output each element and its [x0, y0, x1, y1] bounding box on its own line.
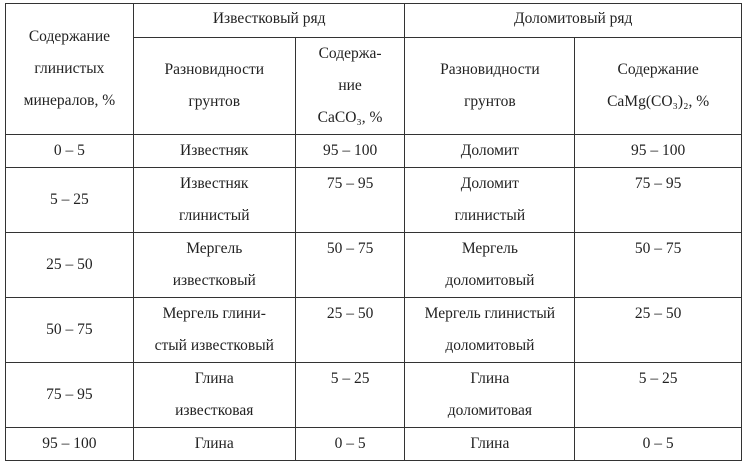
- lime-kind-text: Мергель известковый: [172, 240, 256, 289]
- camg-cell: 0 – 5: [575, 428, 742, 461]
- dolomite-kind-text: Доломит глинистый: [454, 175, 526, 224]
- lime-kind-text: Известняк глинистый: [178, 175, 250, 224]
- dolomite-kind-cell: [405, 168, 575, 233]
- lime-kind-cell: [133, 135, 295, 168]
- clay-cell: 50 – 75: [6, 298, 134, 363]
- table-row: [6, 233, 742, 298]
- lime-kind-cell: [133, 363, 295, 428]
- dolomite-kind-text: Мергель глинистый доломитовый: [424, 305, 556, 354]
- camg-cell: 95 – 100: [575, 135, 742, 168]
- clay-cell: 25 – 50: [6, 233, 134, 298]
- lime-series-header: Известковый ряд: [133, 4, 405, 38]
- clay-cell: 5 – 25: [6, 168, 134, 233]
- clay-cell: 0 – 5: [6, 135, 134, 168]
- dolomite-kind-cell: [405, 363, 575, 428]
- caco3-content-header: [295, 38, 405, 135]
- soil-classification-table: [5, 3, 742, 461]
- dolomite-series-header: Доломитовый ряд: [405, 4, 742, 38]
- camg-cell: 25 – 50: [575, 298, 742, 363]
- dolomite-kind-text: Глина: [470, 435, 510, 452]
- caco3-cell: 75 – 95: [295, 168, 405, 233]
- lime-kind-cell: [133, 233, 295, 298]
- lime-kind-text: Глина: [194, 435, 234, 452]
- clay-cell: 95 – 100: [6, 428, 134, 461]
- table-row: [6, 298, 742, 363]
- lime-kind-text: Глина известковая: [175, 370, 254, 419]
- camg-cell: 50 – 75: [575, 233, 742, 298]
- camg-content-header: [575, 38, 742, 135]
- lime-kind-cell: [133, 428, 295, 461]
- caco3-cell: 95 – 100: [295, 135, 405, 168]
- camg-content-header-text: Содержание CaMg(CO₃)₂, %: [607, 61, 710, 110]
- camg-cell: 5 – 25: [575, 363, 742, 428]
- lime-soil-kinds-header: [133, 38, 295, 135]
- lime-kind-cell: [133, 168, 295, 233]
- lime-kind-cell: [133, 298, 295, 363]
- caco3-cell: 0 – 5: [295, 428, 405, 461]
- dolomite-kind-text: Глина доломитовая: [447, 370, 532, 419]
- table-row: [6, 428, 742, 461]
- dolomite-kind-text: Доломит: [460, 142, 519, 159]
- table-row: [6, 135, 742, 168]
- dolomite-kind-text: Мергель доломитовый: [445, 240, 535, 289]
- caco3-cell: 50 – 75: [295, 233, 405, 298]
- camg-cell: 75 – 95: [575, 168, 742, 233]
- lime-kind-text: Известняк: [180, 142, 249, 159]
- dolomite-soil-kinds-header: [405, 38, 575, 135]
- dolomite-kind-cell: [405, 135, 575, 168]
- lime-kind-text: Мергель глини- стый известковый: [154, 305, 274, 354]
- lime-soil-kinds-header-text: Разновидности грунтов: [164, 61, 265, 110]
- table-row: [6, 363, 742, 428]
- dolomite-kind-cell: [405, 233, 575, 298]
- caco3-cell: 25 – 50: [295, 298, 405, 363]
- table-row: [6, 168, 742, 233]
- caco3-content-header-text: Содержа- ние CaCO₃, %: [317, 45, 383, 126]
- clay-content-header: [6, 4, 134, 135]
- dolomite-soil-kinds-header-text: Разновидности грунтов: [440, 61, 540, 110]
- caco3-cell: 5 – 25: [295, 363, 405, 428]
- dolomite-kind-cell: [405, 298, 575, 363]
- clay-content-header-text: Содержание глинистых минералов, %: [23, 28, 116, 109]
- dolomite-kind-cell: [405, 428, 575, 461]
- clay-cell: 75 – 95: [6, 363, 134, 428]
